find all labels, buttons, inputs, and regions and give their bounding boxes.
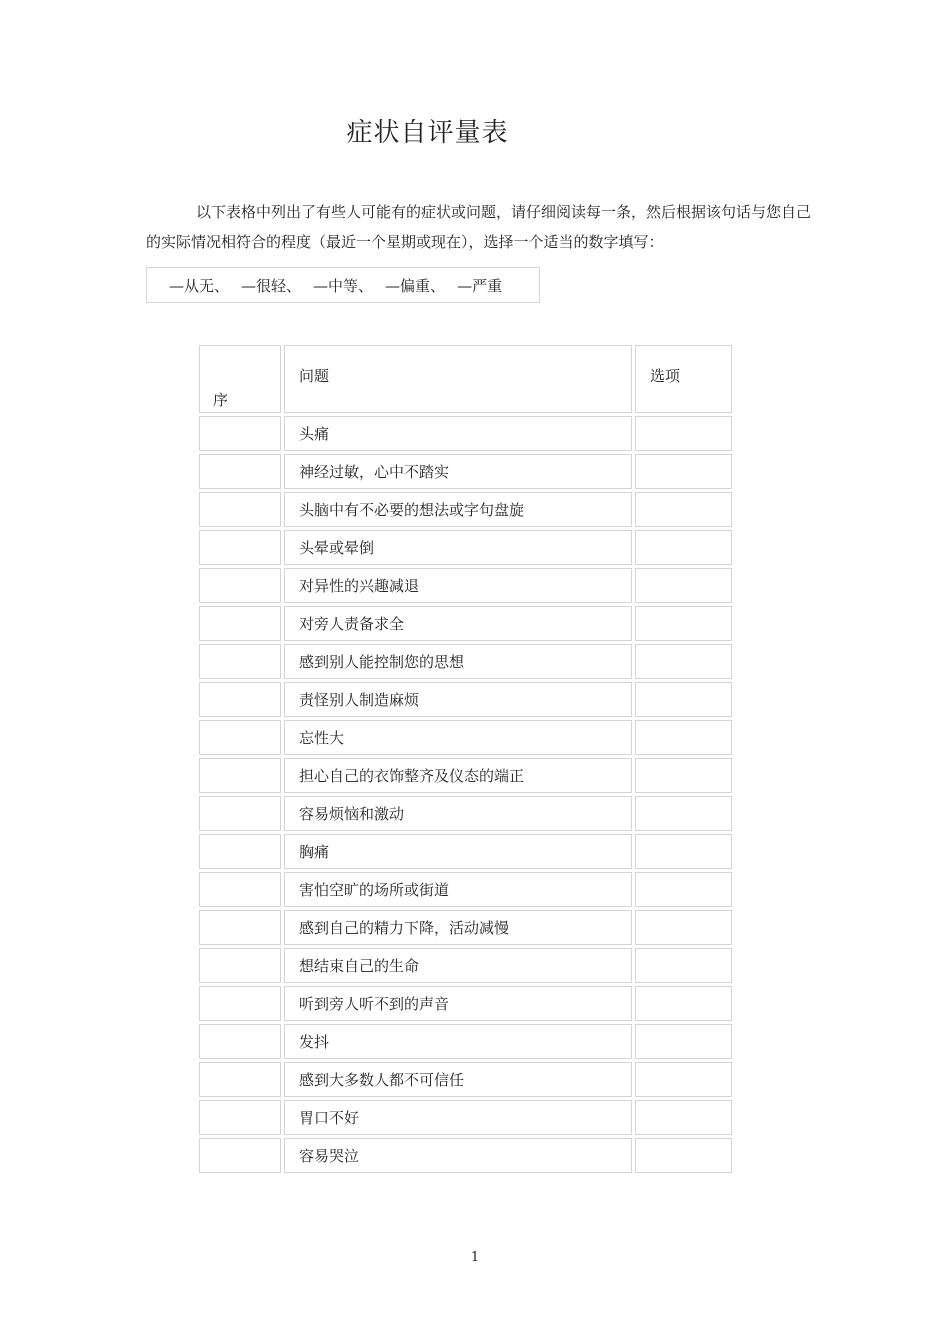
page-number: 1 [470, 1250, 480, 1265]
page-title: 症状自评量表 [346, 118, 509, 148]
row-number-cell[interactable] [199, 796, 281, 831]
option-cell[interactable] [635, 720, 732, 755]
question-cell: 神经过敏，心中不踏实 [284, 454, 632, 489]
row-number-cell[interactable] [199, 1062, 281, 1097]
question-cell: 对旁人责备求全 [284, 606, 632, 641]
header-question: 问题 [284, 345, 632, 413]
row-number-cell[interactable] [199, 530, 281, 565]
row-number-cell[interactable] [199, 606, 281, 641]
row-number-cell[interactable] [199, 910, 281, 945]
option-cell[interactable] [635, 1024, 732, 1059]
question-cell: 想结束自己的生命 [284, 948, 632, 983]
row-number-cell[interactable] [199, 492, 281, 527]
table-row [199, 416, 732, 451]
scale-option: —从无、 [169, 276, 230, 295]
table-row [199, 606, 732, 641]
scale-option: —很轻、 [241, 276, 302, 295]
question-cell: 担心自己的衣饰整齐及仪态的端正 [284, 758, 632, 793]
table-header-row [199, 345, 732, 413]
table-row [199, 720, 732, 755]
option-cell[interactable] [635, 910, 732, 945]
option-cell[interactable] [635, 948, 732, 983]
question-cell: 容易烦恼和激动 [284, 796, 632, 831]
row-number-cell[interactable] [199, 758, 281, 793]
option-cell[interactable] [635, 872, 732, 907]
option-cell[interactable] [635, 796, 732, 831]
row-number-cell[interactable] [199, 1138, 281, 1173]
row-number-cell[interactable] [199, 1100, 281, 1135]
question-cell: 害怕空旷的场所或街道 [284, 872, 632, 907]
option-cell[interactable] [635, 834, 732, 869]
question-cell: 头脑中有不必要的想法或字句盘旋 [284, 492, 632, 527]
row-number-cell[interactable] [199, 416, 281, 451]
row-number-cell[interactable] [199, 720, 281, 755]
option-cell[interactable] [635, 682, 732, 717]
row-number-cell[interactable] [199, 872, 281, 907]
option-cell[interactable] [635, 1138, 732, 1173]
question-cell: 头痛 [284, 416, 632, 451]
question-cell: 胸痛 [284, 834, 632, 869]
table-row [199, 758, 732, 793]
option-cell[interactable] [635, 1062, 732, 1097]
question-cell: 容易哭泣 [284, 1138, 632, 1173]
row-number-cell[interactable] [199, 986, 281, 1021]
table-row [199, 796, 732, 831]
option-cell[interactable] [635, 530, 732, 565]
question-cell: 听到旁人听不到的声音 [284, 986, 632, 1021]
row-number-cell[interactable] [199, 568, 281, 603]
table-row [199, 682, 732, 717]
row-number-cell[interactable] [199, 948, 281, 983]
table-row [199, 910, 732, 945]
option-cell[interactable] [635, 454, 732, 489]
table-row [199, 834, 732, 869]
row-number-cell[interactable] [199, 1024, 281, 1059]
option-cell[interactable] [635, 416, 732, 451]
question-cell: 头晕或晕倒 [284, 530, 632, 565]
table-row [199, 1024, 732, 1059]
row-number-cell[interactable] [199, 834, 281, 869]
row-number-cell[interactable] [199, 644, 281, 679]
table-row [199, 454, 732, 489]
question-cell: 感到别人能控制您的思想 [284, 644, 632, 679]
question-cell: 责怪别人制造麻烦 [284, 682, 632, 717]
table-row [199, 872, 732, 907]
option-cell[interactable] [635, 644, 732, 679]
symptom-table [196, 342, 735, 1176]
scale-option: —中等、 [313, 276, 374, 295]
option-cell[interactable] [635, 606, 732, 641]
header-number: 序 [199, 345, 281, 413]
row-number-cell[interactable] [199, 682, 281, 717]
question-cell: 对异性的兴趣减退 [284, 568, 632, 603]
table-row [199, 568, 732, 603]
question-cell: 胃口不好 [284, 1100, 632, 1135]
scale-option: —严重 [457, 276, 503, 295]
table-row [199, 986, 732, 1021]
intro-paragraph: 以下表格中列出了有些人可能有的症状或问题，请仔细阅读每一条，然后根据该句话与您自己的实际情况相符合的程度（最近一个星期或现在），选择一个适当的数字填写： [146, 203, 812, 251]
table-row [199, 530, 732, 565]
table-row [199, 1138, 732, 1173]
table-row [199, 948, 732, 983]
option-cell[interactable] [635, 758, 732, 793]
question-cell: 忘性大 [284, 720, 632, 755]
header-option: 选项 [635, 345, 732, 413]
option-cell[interactable] [635, 986, 732, 1021]
table-row [199, 644, 732, 679]
row-number-cell[interactable] [199, 454, 281, 489]
option-cell[interactable] [635, 1100, 732, 1135]
table-row [199, 492, 732, 527]
table-row [199, 1062, 732, 1097]
table-row [199, 1100, 732, 1135]
question-cell: 感到自己的精力下降，活动减慢 [284, 910, 632, 945]
option-cell[interactable] [635, 568, 732, 603]
rating-scale-legend [146, 267, 540, 303]
option-cell[interactable] [635, 492, 732, 527]
question-cell: 感到大多数人都不可信任 [284, 1062, 632, 1097]
scale-option: —偏重、 [385, 276, 446, 295]
question-cell: 发抖 [284, 1024, 632, 1059]
